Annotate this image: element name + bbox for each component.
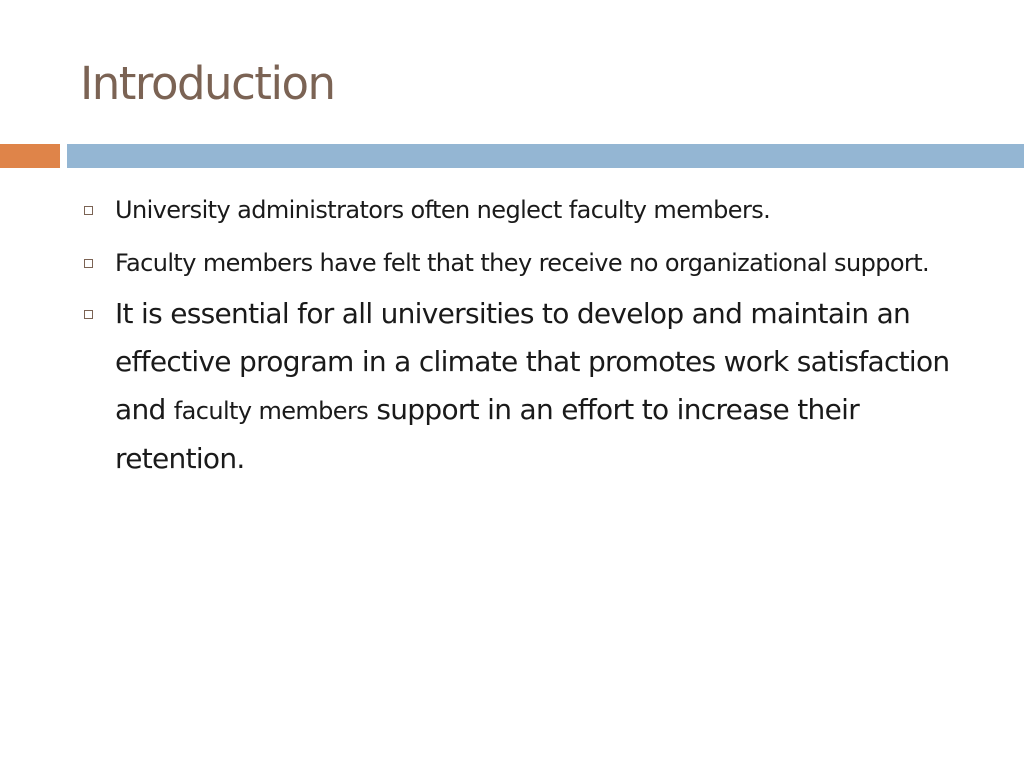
square-bullet-icon (84, 259, 93, 268)
bullet-text-small: faculty members (173, 397, 369, 425)
bullet-item (80, 242, 960, 284)
bullet-text (115, 297, 949, 475)
bullet-text-end: support in an effort to increase their retention. (115, 393, 860, 475)
square-bullet-icon (84, 206, 93, 215)
bullet-list (80, 190, 960, 483)
title-divider-bar (67, 144, 1024, 168)
bullet-text: University administrators often neglect faculty members. (115, 196, 771, 224)
bullet-text-start: It is essential for all universities to develop and maintain an effective program in a climate that promotes work satisfaction and (115, 297, 950, 426)
title-accent-bar (0, 144, 60, 168)
bullet-item (80, 290, 960, 483)
bullet-text: Faculty members have felt that they receive no organizational support. (115, 249, 930, 277)
square-bullet-icon (84, 310, 93, 319)
bullet-item (80, 190, 960, 230)
slide-title: Introduction (80, 57, 335, 110)
